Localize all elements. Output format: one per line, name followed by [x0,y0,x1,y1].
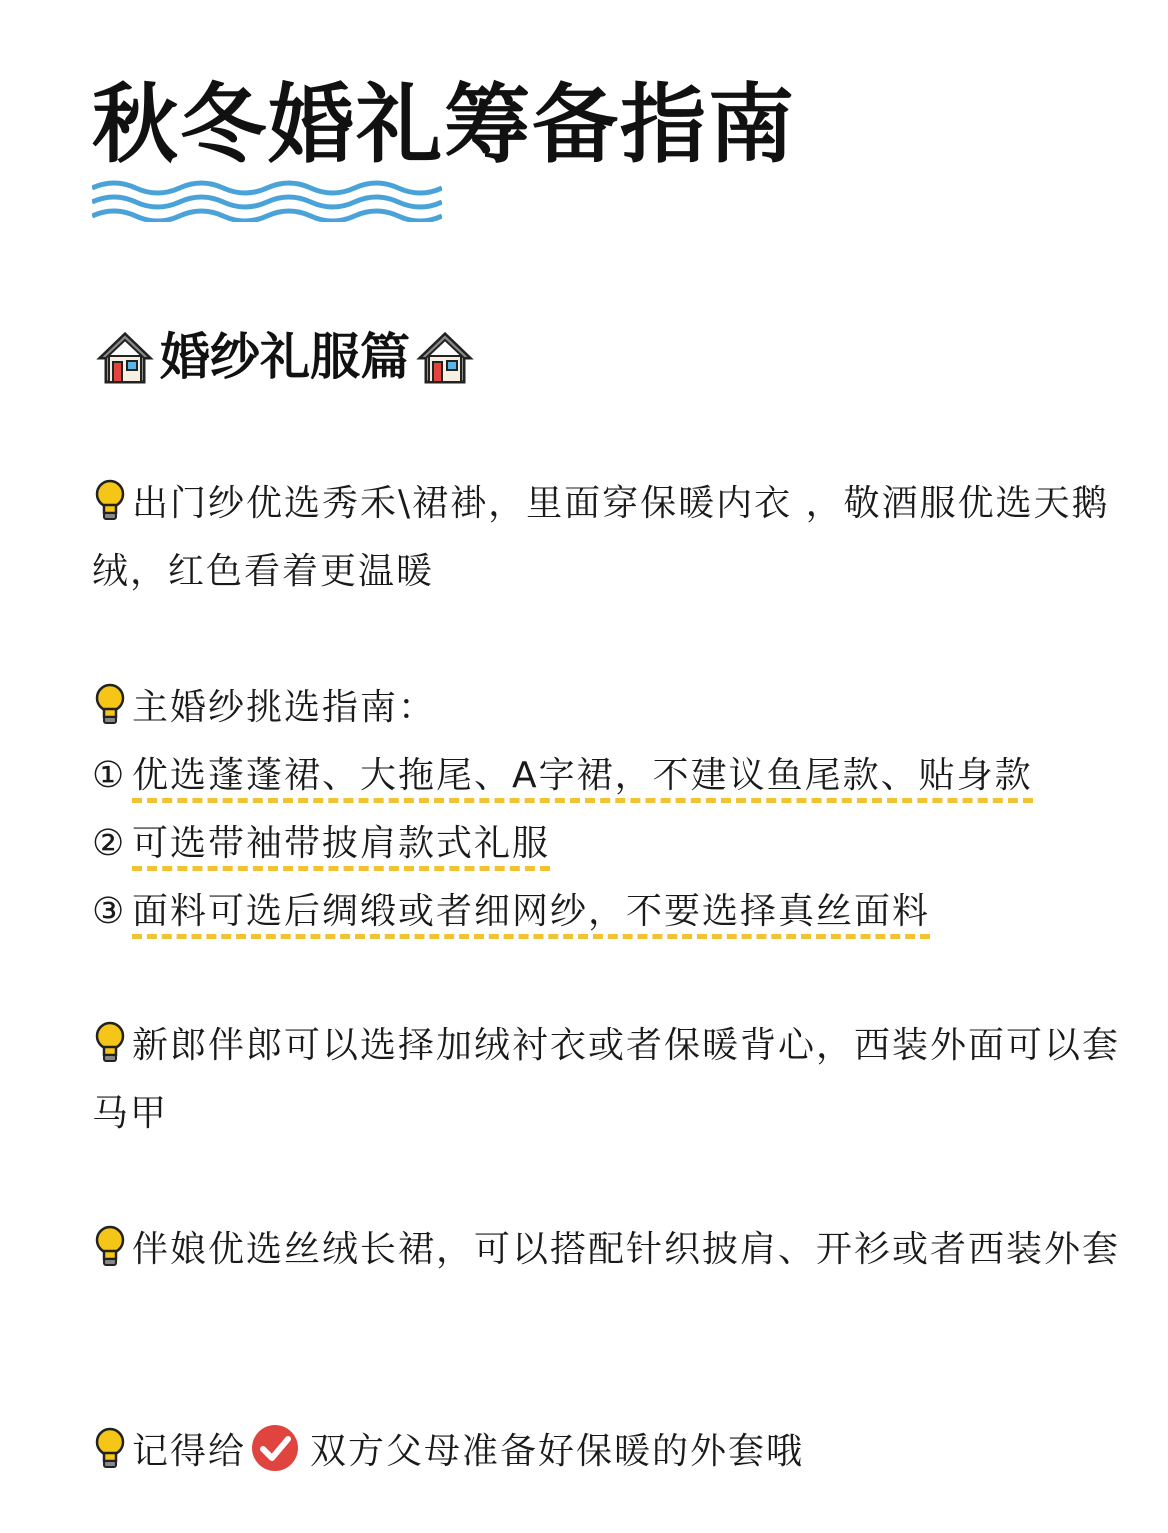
tip-text: 新郎伴郎可以选择加绒衬衣或者保暖背心，西装外面可以套马甲 [92,1025,1121,1134]
lightbulb-icon [92,1225,128,1269]
tip-parents [92,1418,804,1486]
guide-item [92,878,930,946]
page-title: 秋冬婚礼筹备指南 [92,75,796,175]
check-mark-icon [250,1423,300,1473]
guide-item-number: ① [92,755,127,796]
guide-item-number: ② [92,823,127,864]
guide-item-text: 面料可选后绸缎或者细网纱，不要选择真丝面料 [132,891,930,939]
guide-item [92,810,550,878]
guide-item-number: ③ [92,891,127,932]
tip-text: 出门纱优选秀禾\裙褂，里面穿保暖内衣 ，敬酒服优选天鹅绒，红色看着更温暖 [92,483,1110,592]
guide-item [92,742,1033,810]
house-icon [96,328,154,386]
lightbulb-icon [92,1021,128,1065]
tip-outgoing-dress [92,470,1132,606]
tip-text-before: 记得给 [132,1431,247,1472]
tip-text: 主婚纱挑选指南： [132,687,437,728]
wave-underline [92,180,442,222]
guide-item-text: 可选带袖带披肩款式礼服 [132,823,550,871]
guide-item-text: 优选蓬蓬裙、大拖尾、A字裙，不建议鱼尾款、贴身款 [132,755,1033,803]
tip-text: 伴娘优选丝绒长裙，可以搭配针织披肩、开衫或者西装外套 [132,1229,1121,1270]
lightbulb-icon [92,683,128,727]
tip-bridesmaids [92,1216,1132,1284]
lightbulb-icon [92,1427,128,1471]
tip-text-after: 双方父母准备好保暖的外套哦 [310,1431,805,1472]
section-heading-label: 婚纱礼服篇 [160,328,410,386]
tip-groomsmen [92,1012,1132,1148]
section-heading [96,328,474,386]
tip-gown-guide-heading [92,674,436,742]
lightbulb-icon [92,479,128,523]
house-icon [416,328,474,386]
